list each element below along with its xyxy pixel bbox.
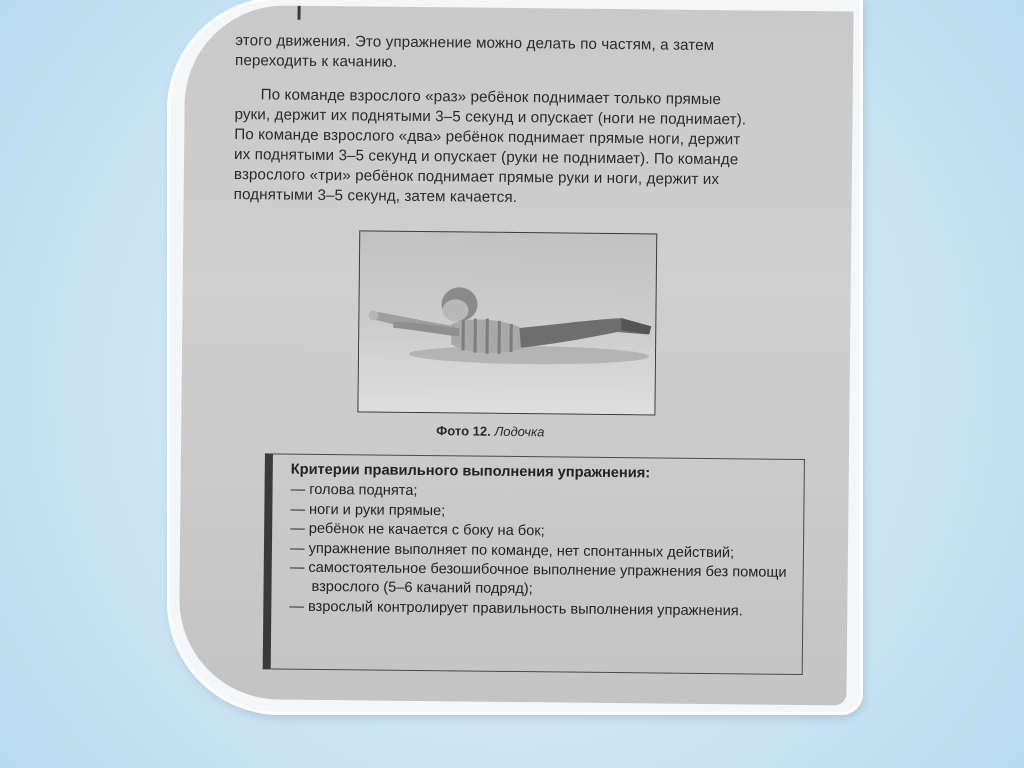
text-line: По команде взрослого «раз» ребёнок поднимает только прямые xyxy=(260,86,722,109)
list-item: — ребёнок не качается с боку на бок; xyxy=(290,520,789,545)
text-line: этого движения. Это упражнение можно делать по частям, а затем xyxy=(235,32,715,55)
criteria-box xyxy=(263,453,805,675)
caption-number: Фото 12. xyxy=(436,423,491,439)
exercise-photo xyxy=(357,230,657,415)
paragraph-commands xyxy=(234,85,833,211)
list-item: — упражнение выполняет по команде, нет спонтанных действий; xyxy=(290,539,789,564)
paragraph-continuation xyxy=(235,31,833,77)
criteria-list xyxy=(289,481,789,622)
text-line: взрослого «три» ребёнок поднимает прямые руки и ноги, держит их xyxy=(233,166,720,189)
caption-title: Лодочка xyxy=(494,423,545,440)
photo-caption xyxy=(436,423,544,439)
text-line: поднятыми 3–5 секунд, затем качается. xyxy=(233,186,518,207)
page-edge-mark xyxy=(297,6,300,20)
list-item: — ноги и руки прямые; xyxy=(290,500,789,525)
text-line: руки, держит их поднятыми 3–5 секунд и опускает (ноги не поднимает). xyxy=(234,106,747,129)
criteria-title: Критерии правильного выполнения упражнения: xyxy=(290,461,651,482)
list-item: — самостоятельное безошибочное выполнение упражнения без помощи взрослого (5–6 качаний подряд); xyxy=(289,559,788,603)
text-line: их поднятыми 3–5 секунд и опускает (руки не поднимает). По команде xyxy=(233,146,739,169)
book-page-photo xyxy=(178,5,853,706)
text-line: переходить к качанию. xyxy=(234,52,398,71)
text-line: По команде взрослого «два» ребёнок поднимает прямые ноги, держит xyxy=(234,126,741,149)
list-item: — голова поднята; xyxy=(290,481,789,506)
list-item: — взрослый контролирует правильность выполнения упражнения. xyxy=(289,597,788,622)
child-boat-pose-figure xyxy=(358,231,656,414)
